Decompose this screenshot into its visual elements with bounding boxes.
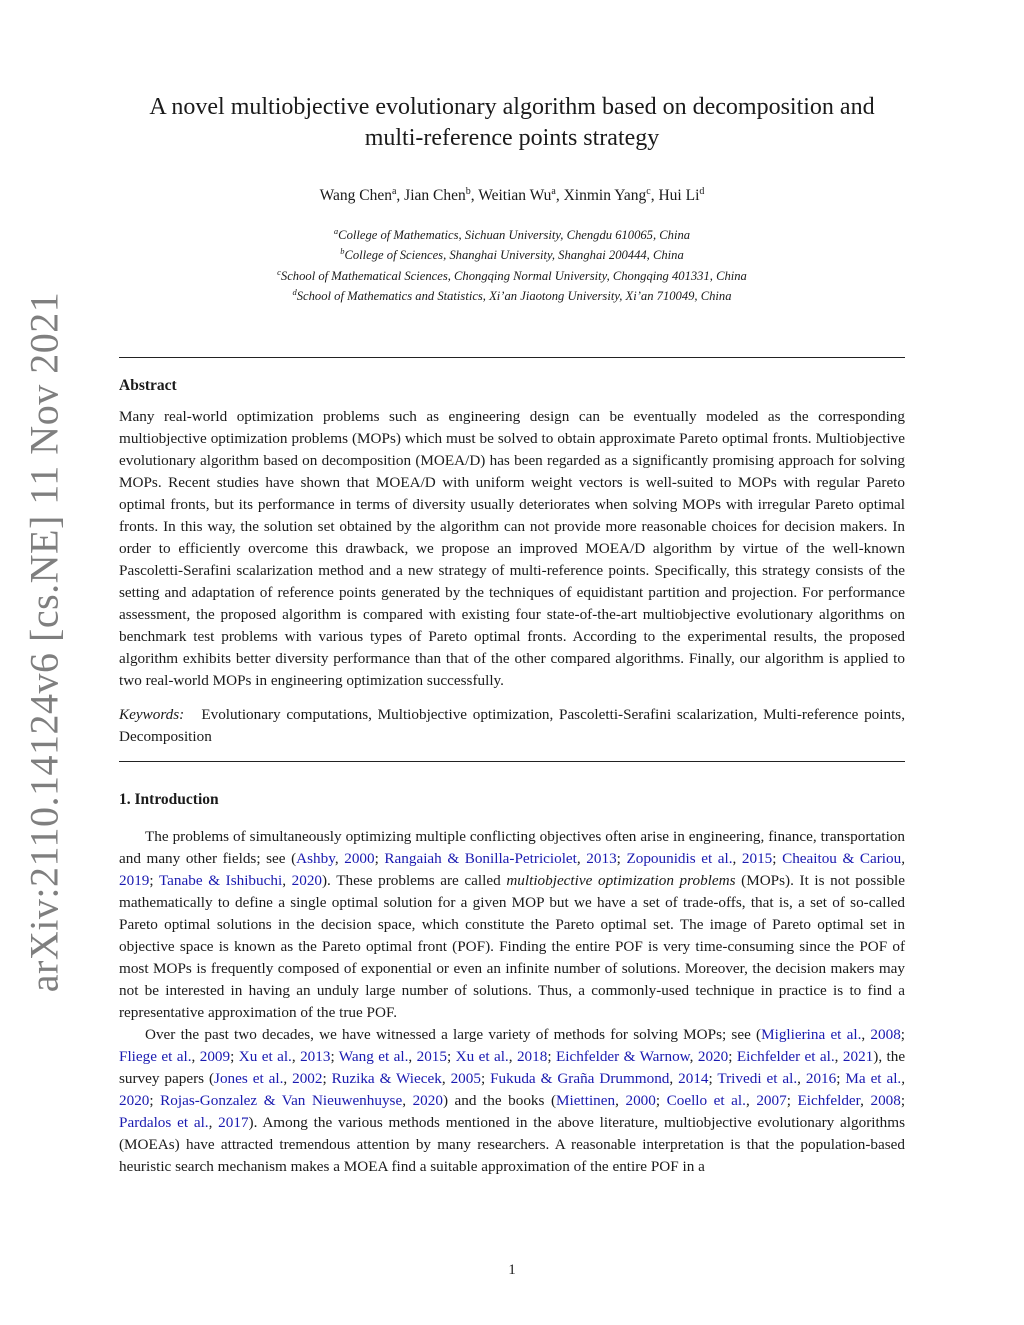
paper-page	[119, 92, 905, 1178]
author-name: Hui Li	[658, 187, 700, 205]
author-affiliation-mark: a	[391, 186, 397, 197]
paragraph-text: ,	[901, 1069, 906, 1087]
citation-link[interactable]: 2019	[119, 871, 150, 889]
citation-link[interactable]: 2014	[678, 1069, 709, 1087]
citation-link[interactable]: Ma et al.	[845, 1069, 902, 1087]
abstract-text: Many real-world optimization problems such as engineering design can be eventually modeled as the corresponding multiobjective optimization problems (MOPs) which must be solved to obtain approximate Pareto optimal fronts. Multiobjective evolutionary algorithm based on decomposition (MOEA/D) has been regarded as a significantly promising approach for solving MOPs. Recent studies have shown that MOEA/D with uniform weight vectors is well-suited to MOPs with regular Pareto optimal fronts, but its performance in terms of diversity usually deteriorates when solving MOPs with irregular Pareto optimal fronts. In this way, the solution set obtained by the algorithm can not provide more reasonable choices for decision makers. In order to efficiently overcome this drawback, we propose an improved MOEA/D algorithm by virtue of the well-known Pascoletti-Serafini scalarization method and a new strategy of multi-reference points. Specifically, this strategy consists of the setting and adaptation of reference points generated by the techniques of equidistant partition and projection. For performance assessment, the proposed algorithm is compared with existing four state-of-the-art multiobjective evolutionary algorithms on benchmark test problems with various types of Pareto optimal fronts. According to the experimental results, the proposed algorithm exhibits better diversity performance than that of the other compared algorithms. Finally, our algorithm is applied to two real-world MOPs in engineering optimization successfully.	[119, 407, 905, 689]
citation-link[interactable]: 2015	[741, 849, 773, 867]
paragraph-text: ,	[669, 1069, 679, 1087]
paragraph-text: ;	[655, 1091, 667, 1109]
paragraph-text: ;	[900, 1025, 906, 1043]
citation-link[interactable]: 2020	[119, 1091, 150, 1109]
paragraph-text: ,	[291, 1047, 301, 1065]
arxiv-identifier: arXiv:2110.14124v6 [cs.NE] 11 Nov 2021	[21, 291, 67, 993]
citation-link[interactable]: Ashby	[296, 849, 335, 867]
citation-link[interactable]: 2008	[870, 1091, 901, 1109]
citation-link[interactable]: 2013	[300, 1047, 331, 1065]
intro-paragraph-2	[119, 1024, 905, 1178]
paragraph-text: ;	[786, 1091, 798, 1109]
section-heading-introduction: 1. Introduction	[119, 790, 219, 808]
paragraph-text: ;	[900, 1091, 906, 1109]
paragraph-text: ;	[149, 1091, 161, 1109]
affiliation-mark: d	[292, 286, 297, 297]
citation-link[interactable]: Rojas-Gonzalez & Van Nieuwenhuyse	[160, 1091, 403, 1109]
citation-link[interactable]: Fliege et al.	[119, 1047, 192, 1065]
paragraph-text: ,	[283, 1069, 293, 1087]
author-affiliation-mark: b	[465, 186, 471, 197]
paragraph-text: (MOPs). It is not possible mathematically to define a single optimal solution for a given MOP but we have a set of trade-offs, that is, a set of so-called Pareto optimal solutions in the decision space, which constitute the Pareto optimal set. The image of Pareto optimal set in objective space is known as the Pareto optimal front (POF). Finding the entire POF is very time-consuming since the POF of most MOPs is frequently composed of exponential or even an infinite number of solutions. Moreover, the decision makers may not be interested in having an unduly large number of solutions. Thus, a commonly-used technique in practice is to find a representative approximation of the true POF.	[119, 871, 905, 1021]
paragraph-text: ;	[230, 1047, 239, 1065]
keywords-label: Keywords:	[119, 705, 185, 723]
paragraph-text: ,	[408, 1047, 417, 1065]
citation-link[interactable]: Pardalos et al.	[119, 1113, 209, 1131]
paragraph-text: ,	[797, 1069, 806, 1087]
paragraph-text: ,	[508, 1047, 517, 1065]
paragraph-text: ;	[330, 1047, 339, 1065]
author-affiliation-mark: a	[551, 186, 556, 197]
paragraph-text: ;	[836, 1069, 846, 1087]
intro-paragraph-1	[119, 826, 905, 1024]
paragraph-text: ) and the books (	[442, 1091, 557, 1109]
paragraph-text: ,	[191, 1047, 200, 1065]
affiliation-text: College of Sciences, Shanghai University, Shanghai 200444, China	[344, 248, 684, 263]
keywords	[119, 704, 905, 748]
citation-link[interactable]: 2000	[625, 1091, 656, 1109]
paragraph-text: ,	[689, 1047, 698, 1065]
paragraph-text: ), the survey papers (	[119, 1047, 906, 1087]
paragraph-text: ;	[149, 871, 159, 889]
citation-link[interactable]: Trivedi et al.	[717, 1069, 798, 1087]
paragraph-text: The problems of simultaneously optimizing multiple conflicting objectives often arise in engineering, finance, transportation and many other fields; see (	[119, 827, 905, 867]
author-list: Wang Chen$^a$, Jian Chen$^b$, Weitian Wu$^a$, Xinmin Yang$^c$, Hui Li$^d$	[319, 186, 705, 205]
affiliation-line	[119, 223, 905, 243]
citation-link[interactable]: 2015	[416, 1047, 447, 1065]
citation-link[interactable]: 2018	[516, 1047, 548, 1065]
citation-link[interactable]: 2005	[450, 1069, 481, 1087]
citation-link[interactable]: Eichfelder et al.	[736, 1047, 835, 1065]
citation-link[interactable]: Tanabe & Ishibuchi	[158, 871, 283, 889]
citation-link[interactable]: 2020	[412, 1091, 443, 1109]
author-affiliation-mark: c	[646, 186, 651, 197]
bottom-rule	[119, 761, 905, 762]
citation-link[interactable]: 2016	[805, 1069, 837, 1087]
affiliation-line	[119, 243, 905, 263]
emphasized-term: multiobjective optimization problems	[506, 871, 736, 889]
paragraph-text: ,	[901, 849, 905, 867]
affiliation-text: College of Mathematics, Sichuan University, Chengdu 610065, China	[338, 228, 691, 243]
citation-link[interactable]: Wang et al.	[338, 1047, 409, 1065]
paragraph-text: ,	[441, 1069, 451, 1087]
citation-link[interactable]: Coello et al.	[666, 1091, 746, 1109]
paragraph-text: ). Among the various methods mentioned in the above literature, multiobjective evolutionary algorithms (MOEAs) have attracted tremendous attention by many researchers. A reasonable interpretation is that the population-based heuristic search mechanism makes a MOEA find a suitable approximation of the entire POF in a	[119, 1113, 906, 1175]
affiliation-list	[119, 223, 905, 304]
affiliation-text: School of Mathematics and Statistics, Xi’an Jiaotong University, Xi’an 710049, China	[296, 288, 732, 303]
affiliation-line	[119, 264, 905, 284]
author-name: Weitian Wu	[478, 187, 552, 205]
paragraph-text: ,	[861, 1025, 871, 1043]
paragraph-text: ;	[708, 1069, 718, 1087]
paragraph-text: ;	[322, 1069, 332, 1087]
citation-link[interactable]: Xu et al.	[238, 1047, 292, 1065]
page-number: 1	[508, 1262, 516, 1278]
citation-link[interactable]: 2002	[292, 1069, 323, 1087]
citation-link[interactable]: 2008	[870, 1025, 901, 1043]
paper-title: A novel multiobjective evolutionary algorithm based on decomposition and multi-reference points strategy	[149, 94, 875, 151]
paragraph-text: ,	[732, 849, 742, 867]
paragraph-text: ,	[615, 1091, 626, 1109]
paragraph-text: ;	[772, 849, 783, 867]
affiliation-mark: c	[277, 266, 281, 277]
citation-link[interactable]: 2017	[218, 1113, 249, 1131]
citation-link[interactable]: 2020	[291, 871, 322, 889]
abstract-heading: Abstract	[119, 376, 177, 394]
paragraph-text: ,	[834, 1047, 843, 1065]
citation-link[interactable]: 2009	[199, 1047, 231, 1065]
paragraph-text: ,	[208, 1113, 219, 1131]
paragraph-text: ). These problems are called	[322, 871, 507, 889]
citation-link[interactable]: 2013	[586, 849, 617, 867]
citation-link[interactable]: 2007	[756, 1091, 787, 1109]
paragraph-text: ;	[728, 1047, 737, 1065]
citation-link[interactable]: Rangaiah & Bonilla-Petriciolet	[384, 849, 577, 867]
affiliation-mark: a	[333, 226, 339, 237]
top-rule	[119, 357, 905, 358]
paragraph-text: ,	[402, 1091, 413, 1109]
citation-link[interactable]: 2021	[842, 1047, 874, 1065]
paragraph-text: ,	[745, 1091, 757, 1109]
citation-link[interactable]: Zopounidis et al.	[626, 849, 733, 867]
paragraph-text: ,	[282, 871, 292, 889]
paragraph-text: ;	[480, 1069, 491, 1087]
citation-link[interactable]: Cheaitou & Cariou	[782, 849, 902, 867]
paragraph-text: Over the past two decades, we have witnessed a large variety of methods for solving MOPs; see (	[145, 1025, 762, 1043]
citation-link[interactable]: Miettinen	[556, 1091, 616, 1109]
author-name: Xinmin Yang	[563, 187, 647, 205]
paragraph-text: ;	[547, 1047, 556, 1065]
affiliation-line	[119, 284, 905, 304]
citation-link[interactable]: Fukuda & Graña Drummond	[490, 1069, 670, 1087]
citation-link[interactable]: Xu et al.	[455, 1047, 509, 1065]
paragraph-text: ,	[576, 849, 587, 867]
citation-link[interactable]: Eichfelder	[797, 1091, 861, 1109]
paragraph-text: ,	[860, 1091, 871, 1109]
paragraph-text: ,	[334, 849, 345, 867]
citation-link[interactable]: 2000	[344, 849, 375, 867]
keywords-text: Evolutionary computations, Multiobjective optimization, Pascoletti-Serafini scalarization, Multi-reference points, Decomposition	[119, 705, 905, 745]
paragraph-text: ;	[616, 849, 627, 867]
paragraph-text: ;	[374, 849, 385, 867]
citation-link[interactable]: 2020	[697, 1047, 729, 1065]
citation-link[interactable]: Miglierina et al.	[761, 1025, 862, 1043]
citation-link[interactable]: Ruzika & Wiecek	[331, 1069, 442, 1087]
author-name: Wang Chen	[319, 187, 392, 205]
paragraph-text: ;	[446, 1047, 456, 1065]
author-name: Jian Chen	[404, 187, 466, 205]
citation-link[interactable]: Jones et al.	[214, 1069, 284, 1087]
citation-link[interactable]: Eichfelder & Warnow	[555, 1047, 690, 1065]
affiliation-text: School of Mathematical Sciences, Chongqing Normal University, Chongqing 401331, China	[280, 268, 747, 283]
author-affiliation-mark: d	[699, 186, 705, 197]
affiliation-mark: b	[340, 246, 345, 257]
